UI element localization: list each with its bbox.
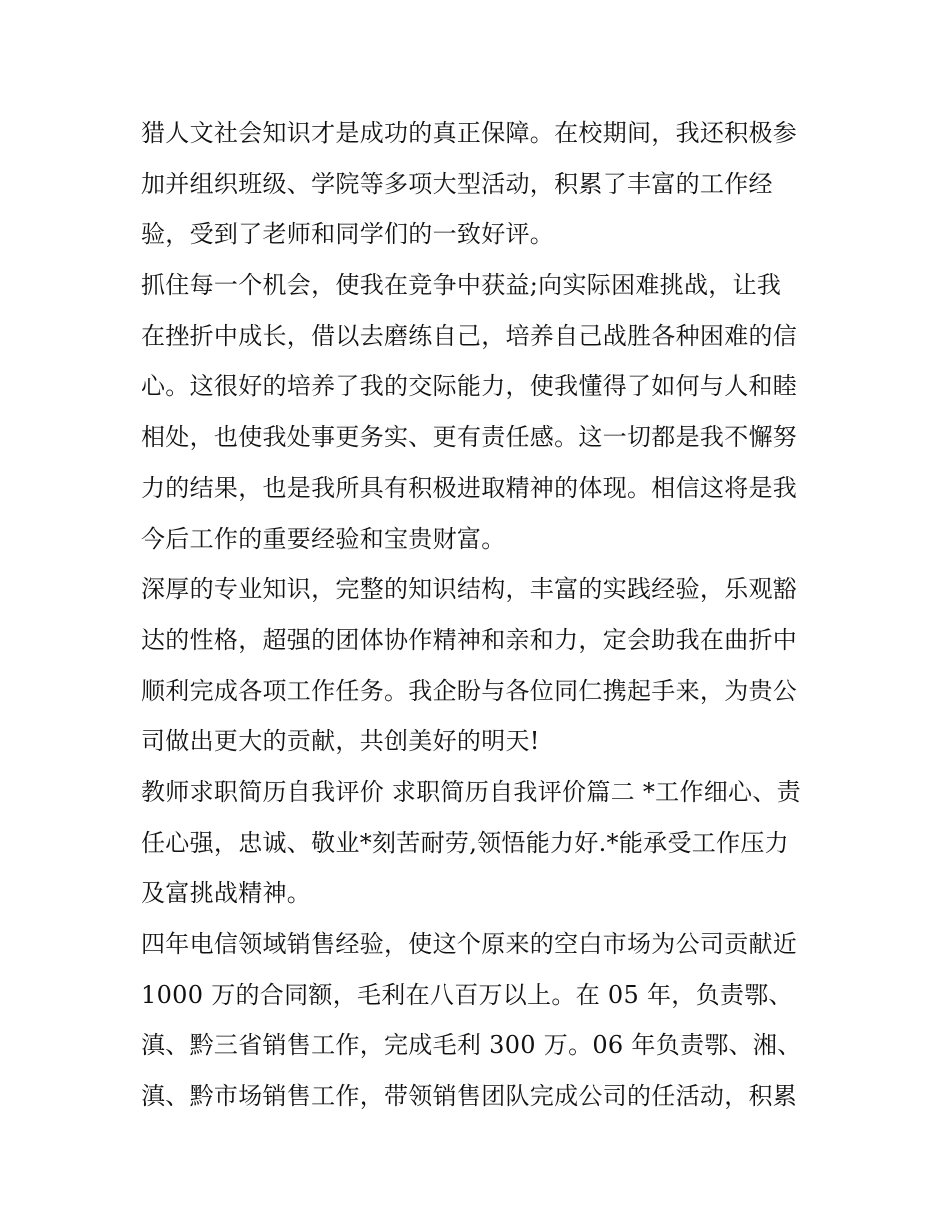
text-line: 抓住每一个机会，使我在竞争中获益;向实际困难挑战，让我	[141, 271, 782, 300]
text-line: 任心强，忠诚、敬业*刻苦耐劳,领悟能力好.*能承受工作压力	[141, 828, 789, 857]
text-line: 1000 万的合同额，毛利在八百万以上。在 05 年，负责鄂、	[141, 980, 793, 1009]
text-line: 及富挑战精神。	[141, 879, 312, 908]
text-line: 司做出更大的贡献，共创美好的明天!	[141, 727, 540, 756]
text-line: 深厚的专业知识，完整的知识结构，丰富的实践经验，乐观豁	[141, 575, 798, 604]
text-line: 滇、黔三省销售工作，完成毛利 300 万。06 年负责鄂、湘、	[141, 1031, 802, 1060]
text-line: 顺利完成各项工作任务。我企盼与各位同仁携起手来，为贵公	[141, 676, 798, 705]
text-line: 今后工作的重要经验和宝贵财富。	[141, 524, 506, 553]
text-line: 心。这很好的培养了我的交际能力，使我懂得了如何与人和睦	[141, 372, 798, 401]
text-line: 滇、黔市场销售工作，带领销售团队完成公司的任活动，积累	[141, 1082, 798, 1111]
text-line: 教师求职简历自我评价 求职简历自我评价篇二 *工作细心、责	[141, 777, 801, 806]
text-line: 验，受到了老师和同学们的一致好评。	[141, 220, 555, 249]
text-line: 加并组织班级、学院等多项大型活动，积累了丰富的工作经	[141, 169, 773, 198]
text-line: 力的结果，也是我所具有积极进取精神的体现。相信这将是我	[141, 473, 798, 502]
text-line: 四年电信领域销售经验，使这个原来的空白市场为公司贡献近	[141, 930, 798, 958]
text-line: 猎人文社会知识才是成功的真正保障。在校期间，我还积极参	[141, 119, 798, 147]
text-line: 达的性格，超强的团体协作精神和亲和力，定会助我在曲折中	[141, 625, 798, 654]
text-line: 相处，也使我处事更务实、更有责任感。这一切都是我不懈努	[141, 423, 798, 452]
text-line: 在挫折中成长，借以去磨练自己，培养自己战胜各种困难的信	[141, 321, 798, 350]
document-text	[141, 108, 821, 1122]
